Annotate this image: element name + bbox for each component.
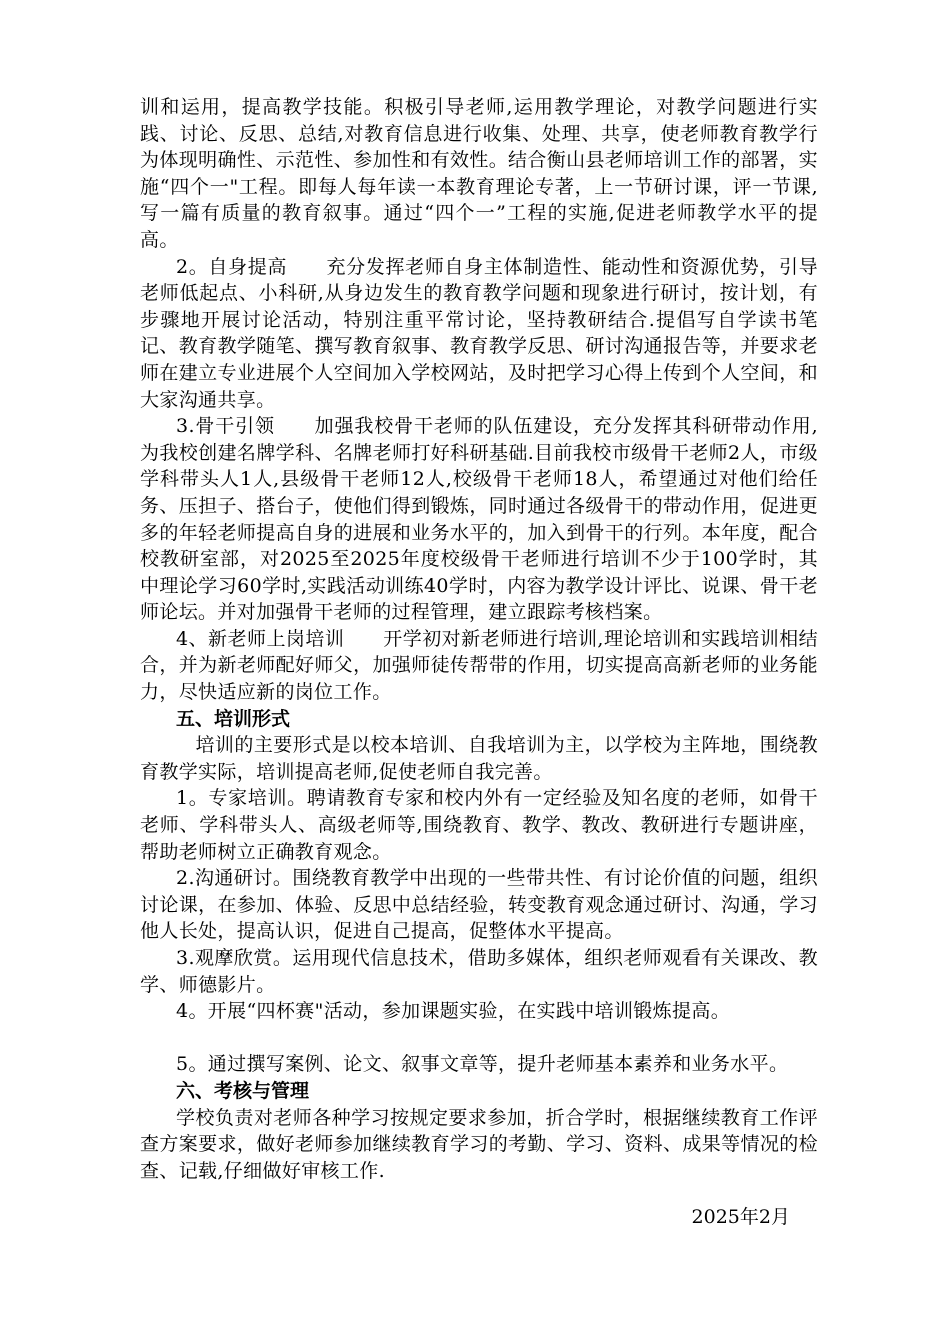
paragraph-training-application: 训和运用，提高教学技能。积极引导老师,运用教学理论，对教学问题进行实践、讨论、反思、总结,对教育信息进行收集、处理、共享，使老师教育教学行为体现明确性、示范性、参加性和有效性。结合衡山县老师培训工作的部署，实施“四个一"工程。即每人每年读一本教育理论专著，上一节研讨课，评一节课,写一篇有质量的教育叙事。通过“四个一”工程的实施,促进老师教学水平的提高。 <box>140 96 818 251</box>
paragraph-four-cups-contest: 4。开展“四杯赛"活动，参加课题实验，在实践中培训锻炼提高。 <box>176 1000 731 1023</box>
blank-line <box>140 1025 818 1052</box>
document-date: 2025年2月 <box>691 1206 790 1229</box>
section-heading-training-forms: 五、培训形式 <box>176 707 291 730</box>
paragraph-expert-training: 1。专家培训。聘请教育专家和校内外有一定经验及知名度的老师，如骨干老师、学科带头人、高级老师等,围绕教育、教学、教改、教研进行专题讲座，帮助老师树立正确教育观念。 <box>140 787 818 863</box>
paragraph-communication-research: 2.沟通研讨。围绕教育教学中出现的一些带共性、有讨论价值的问题，组织讨论课，在参加、体验、反思中总结经验，转变教育观念通过研讨、沟通，学习他人长处，提高认识，促进自己提高，促整体水平提高。 <box>140 867 818 943</box>
document-body <box>140 94 818 1231</box>
paragraph-self-improvement: 2。自身提高 充分发挥老师自身主体制造性、能动性和资源优势，引导老师低起点、小科研,从身边发生的教育教学问题和现象进行研讨，按计划，有步骤地开展讨论活动，特别注重平常讨论，坚持教研结合.提倡写自学读书笔记、教育教学随笔、撰写教育叙事、教育教学反思、研讨沟通报告等，并要求老师在建立专业进展个人空间加入学校网站，及时把学习心得上传到个人空间，和大家沟通共享。 <box>140 255 818 411</box>
paragraph-new-teacher-training: 4、新老师上岗培训 开学初对新老师进行培训,理论培训和实践培训相结合，并为新老师配好师父，加强师徒传帮带的作用，切实提高高新老师的业务能力，尽快适应新的岗位工作。 <box>140 627 818 704</box>
paragraph-assessment: 学校负责对老师各种学习按规定要求参加，折合学时，根据继续教育工作评查方案要求，做好老师参加继续教育学习的考勤、学习、资料、成果等情况的检查、记载,仔细做好审核工作. <box>140 1106 818 1182</box>
paragraph-observation: 3.观摩欣赏。运用现代信息技术，借助多媒体，组织老师观看有关课改、教学、师德影片。 <box>140 947 818 996</box>
paragraph-writing-cases: 5。通过撰写案例、论文、叙事文章等，提升老师基本素养和业务水平。 <box>176 1053 789 1076</box>
section-heading-assessment: 六、考核与管理 <box>176 1079 310 1102</box>
paragraph-backbone-leading: 3.骨干引领 加强我校骨干老师的队伍建设，充分发挥其科研带动作用,为我校创建名牌学科、名牌老师打好科研基础.目前我校市级骨干老师2人，市级学科带头人1人,县级骨干老师12人,校级骨干老师18人，希望通过对他们给任务、压担子、搭台子，使他们得到锻炼，同时通过各级骨干的带动作用，促进更多的年轻老师提高自身的进展和业务水平的，加入到骨干的行列。本年度，配合校教研室部，对2025至2025年度校级骨干老师进行培训不少于100学时，其中理论学习60学时,实践活动训练40学时，内容为教学设计评比、说课、骨干老师论坛。并对加强骨干老师的过程管理，建立跟踪考核档案。 <box>140 415 818 624</box>
paragraph-training-forms-intro: 培训的主要形式是以校本培训、自我培训为主，以学校为主阵地，围绕教育教学实际，培训提高老师,促使老师自我完善。 <box>140 734 818 783</box>
